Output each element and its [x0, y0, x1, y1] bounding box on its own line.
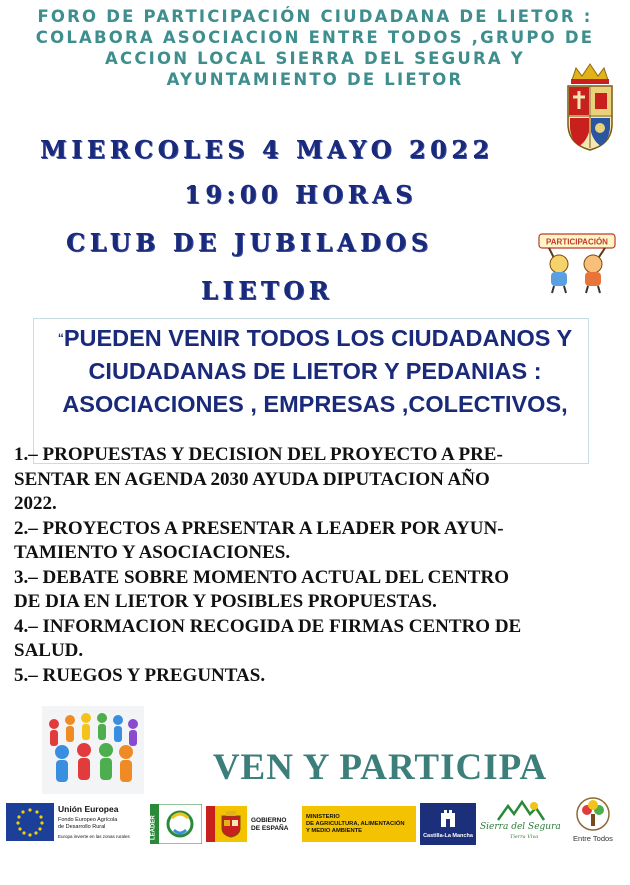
agenda-line: 2022.: [14, 493, 57, 514]
agenda-line: 5.– RUEGOS Y PREGUNTAS.: [14, 664, 266, 686]
invite-line: CIUDADANAS DE LIETOR Y PEDANIAS :: [88, 358, 542, 384]
event-date: MIERCOLES 4 MAYO 2022: [40, 135, 494, 164]
people-group-illustration: [40, 704, 146, 796]
sierra-sub-label: Tierra Viva: [510, 834, 539, 840]
castle-icon: [439, 807, 457, 827]
eu-title: Unión Europea: [58, 804, 119, 814]
sierra-label: Sierra del Segura: [480, 822, 561, 832]
call-to-action: VEN Y PARTICIPA: [212, 747, 548, 788]
header-line: ACCION LOCAL SIERRA DEL SEGURA Y: [105, 49, 525, 68]
agenda-line: 2.– PROYECTOS A PRESENTAR A LEADER POR AYUN-: [14, 517, 504, 539]
header-title: [0, 6, 630, 90]
participacion-label: PARTICIPACIÓN: [546, 237, 608, 247]
agenda-line: DE DIA EN LIETOR Y POSIBLES PROPUESTAS.: [14, 591, 437, 612]
agenda-line: 1.– PROPUESTAS Y DECISION DEL PROYECTO A PRE-: [14, 444, 503, 465]
ministerio-line: Y MEDIO AMBIENTE: [306, 828, 363, 834]
coat-of-arms-icon: [562, 62, 618, 154]
event-place: CLUB DE JUBILADOS: [66, 228, 433, 257]
invite-line: PUEDEN VENIR TODOS LOS CIUDADANOS Y: [63, 325, 573, 351]
event-time: 19:00 HORAS: [184, 180, 417, 209]
tree-icon: [575, 796, 611, 832]
quote-mark: “: [57, 331, 64, 345]
castilla-la-mancha-logo: [420, 803, 476, 845]
entre-todos-label: Entre Todos: [573, 834, 613, 843]
header-line: FORO DE PARTICIPACIÓN CIUDADANA DE LIETOR :: [37, 7, 593, 26]
gobierno-line: DE ESPAÑA: [251, 825, 289, 832]
spain-stripe: [206, 806, 215, 842]
agenda-line: 3.– DEBATE SOBRE MOMENTO ACTUAL DEL CENTRO: [14, 566, 509, 588]
agenda-line: SENTAR EN AGENDA 2030 AYUDA DIPUTACION AÑO: [14, 468, 490, 490]
ministerio-line: DE AGRICULTURA, ALIMENTACIÓN: [306, 821, 405, 827]
eu-line: Fondo Europeo Agrícola: [58, 817, 118, 823]
sierra-del-segura-logo: [480, 800, 560, 848]
gobierno-line: GOBIERNO: [251, 817, 287, 824]
entre-todos-logo: [566, 796, 620, 848]
event-town: LIETOR: [201, 276, 334, 305]
ministerio-logo: [206, 806, 416, 842]
invite-line: ASOCIACIONES , EMPRESAS ,COLECTIVOS,: [62, 391, 568, 417]
header-line: AYUNTAMIENTO DE LIETOR: [166, 70, 464, 89]
eu-line: Europa invierte en las zonas rurales: [58, 834, 130, 839]
participacion-illustration: [535, 230, 619, 294]
agenda-line: TAMIENTO Y ASOCIACIONES.: [14, 542, 291, 563]
spain-shield-icon: [218, 810, 244, 838]
agenda-list: [14, 443, 584, 688]
invite-text: [30, 322, 600, 421]
header-line: COLABORA ASOCIACION ENTRE TODOS ,GRUPO DE: [35, 28, 595, 47]
eu-line: de Desarrollo Rural: [58, 824, 106, 830]
leader-logo: [150, 804, 202, 844]
clm-label: Castilla-La Mancha: [423, 833, 473, 839]
leader-label: LEADER: [150, 815, 157, 840]
eu-flag-icon: [6, 803, 54, 841]
agenda-line: 4.– INFORMACION RECOGIDA DE FIRMAS CENTRO DE: [14, 615, 522, 637]
agenda-line: SALUD.: [14, 640, 84, 661]
mountains-icon: [496, 800, 546, 822]
ministerio-line: MINISTERIO: [306, 814, 340, 820]
eu-logo: [6, 803, 146, 849]
